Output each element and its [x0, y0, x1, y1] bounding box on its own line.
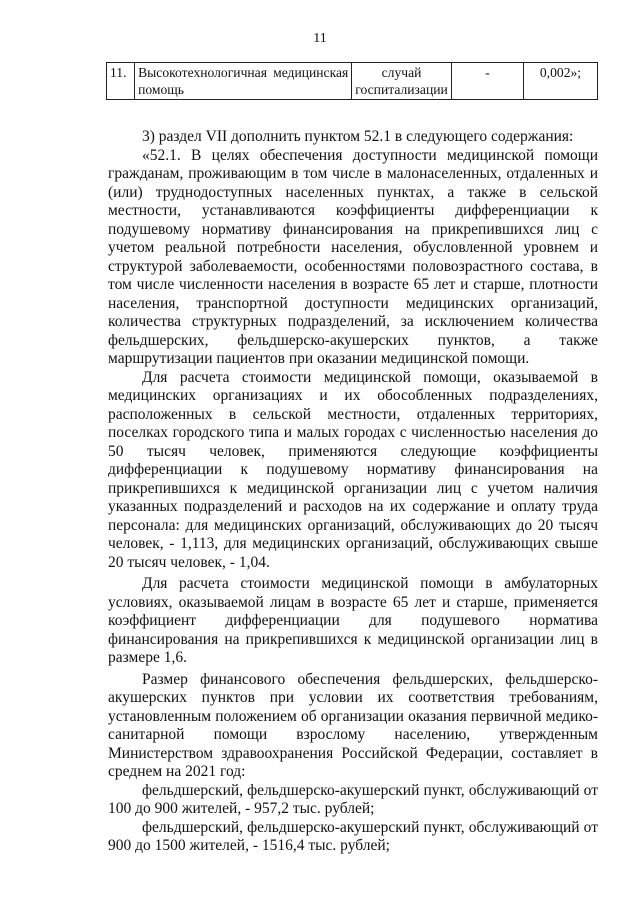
paragraph-fap-900-1500: фельдшерский, фельдшерско-акушерский пункт, обслуживающий от 900 до 1500 жителей, - 1516,4 тыс. рублей;	[108, 818, 598, 854]
row-name-cell: Высокотехнологичная медицинская помощь	[135, 63, 352, 100]
paragraph-fap-funding: Размер финансового обеспечения фельдшерских, фельдшерско-акушерских пунктов при условии их соответствия требованиям, установленным положением об организации оказания первичной медико-санитарной помощи взрослому населению, утвержденным Министерством здравоохранения Российской Федерации, составляет в среднем на 2021 год:	[108, 670, 598, 780]
row-value-cell: 0,002»;	[523, 63, 597, 100]
row-unit-cell: случай госпитализации	[352, 63, 452, 100]
row-number-cell: 11.	[107, 63, 135, 100]
paragraph-rural-coefficients: Для расчета стоимости медицинской помощи, оказываемой в медицинских организациях и их обособленных подразделениях, расположенных в сельской местности, отдаленных территориях, поселках городского типа и малых городах с численностью населения до 50 тысяч человек, применяются следующие коэффициенты дифференциации к подушевому нормативу финансирования на прикрепившихся к медицинской организации лиц с учетом наличия указанных подразделений и расходов на их содержание и оплату труда персонала: для медицинских организаций, обслуживающих до 20 тысяч человек, - 1,113, для медицинских организаций, обслуживающих свыше 20 тысяч человек, - 1,04.	[108, 368, 598, 571]
paragraph-fap-100-900: фельдшерский, фельдшерско-акушерский пункт, обслуживающий от 100 до 900 жителей, - 957,2 тыс. рублей;	[108, 781, 598, 817]
data-table	[106, 62, 598, 100]
paragraph-elderly-coefficient: Для расчета стоимости медицинской помощи в амбулаторных условиях, оказываемой лицам в возрасте 65 лет и старше, применяется коэффициент дифференциации для подушевого норматива финансирования на прикрепившихся к медицинской организации лиц в размере 1,6.	[108, 575, 598, 666]
page-number: 11	[313, 31, 327, 46]
paragraph-intro: 3) раздел VII дополнить пунктом 52.1 в следующего содержания:	[142, 128, 574, 145]
paragraph-52-1: «52.1. В целях обеспечения доступности медицинской помощи гражданам, проживающим в том числе в малонаселенных, отдаленных и (или) труднодоступных населенных пунктах, а также в сельской местности, устанавливаются коэффициенты дифференциации к подушевому нормативу финансирования на прикрепившихся лиц с учетом реальной потребности населения, обусловленной уровнем и структурой заболеваемости, особенностями половозрастного состава, в том числе численности населения в возрасте 65 лет и старше, плотности населения, транспортной доступности медицинских организаций, количества структурных подразделений, за исключением количества фельдшерских, фельдшерско-акушерских пунктов, а также маршрутизации пациентов при оказании медицинской помощи.	[108, 146, 598, 367]
table-row	[107, 63, 598, 100]
body-text	[108, 128, 598, 856]
row-dash-cell: -	[451, 63, 523, 100]
